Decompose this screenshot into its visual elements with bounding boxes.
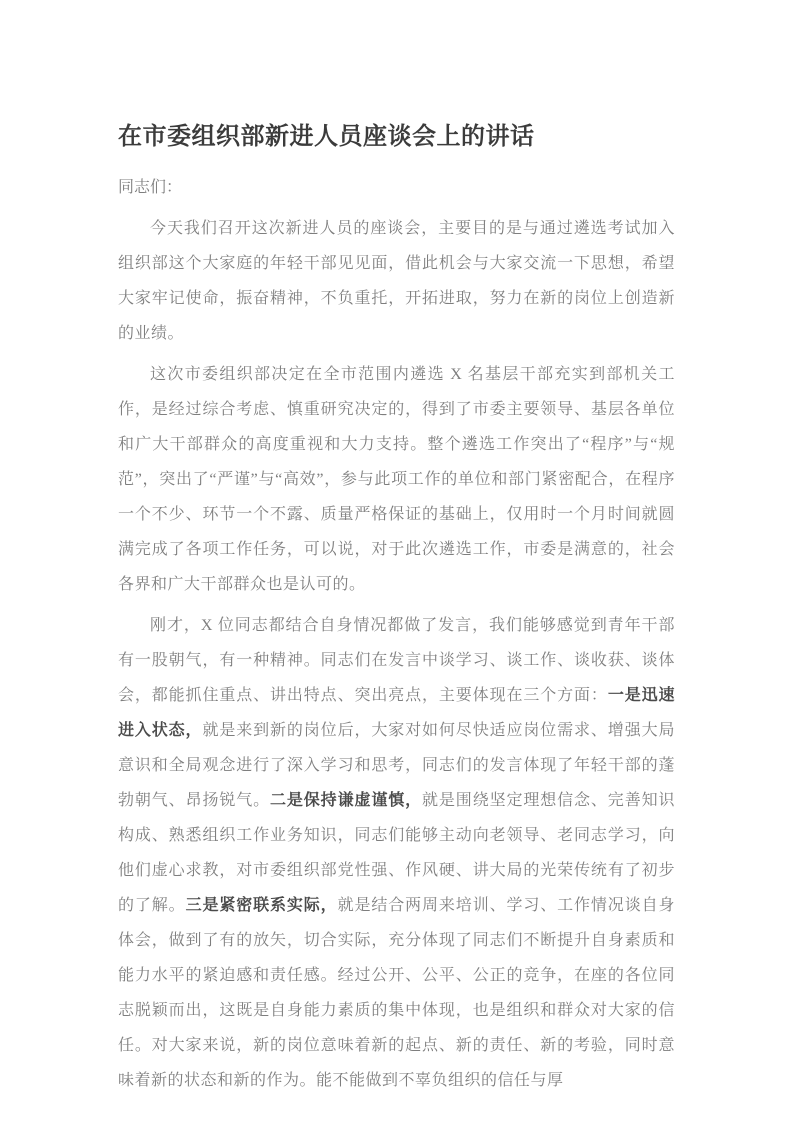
paragraph bbox=[118, 608, 675, 1098]
document-content bbox=[118, 120, 675, 1104]
text-run: 就是结合两周来培训、学习、工作情况谈自身体会，做到了有的放矢，切合实际，充分体现了同志们不断提升自身素质和能力水平的紧迫感和责任感。经过公开、公平、公正的竞争，在座的各位同志脱颖而出，这既是自身能力素质的集中体现，也是组织和群众对大家的信任。对大家来说，新的岗位意味着新的起点、新的责任、新的考验，同时意味着新的状态和新的作为。能不能做到不辜负组织的信任与厚 bbox=[118, 897, 675, 1089]
text-run: 就是围绕坚定理想信念、完善知识构成、熟悉组织工作业务知识，同志们能够主动向老领导、老同志学习，向他们虚心求教，对市委组织部党性强、作风硬、讲大局的光荣传统有了初步的了解。 bbox=[118, 792, 675, 914]
text-run: 这次市委组织部决定在全市范围内遴选 X 名基层干部充实到部机关工作，是经过综合考虑、慎重研究决定的，得到了市委主要领导、基层各单位和广大干部群众的高度重视和大力支持。整个遴选工作突出了“程序”与“规范”，突出了“严谨”与“高效”，参与此项工作的单位和部门紧密配合，在程序一个不少、环节一个不露、质量严格保证的基础上，仅用时一个月时间就圆满完成了各项工作任务，可以说，对于此次遴选工作，市委是满意的，社会各界和广大干部群众也是认可的。 bbox=[118, 366, 675, 593]
salutation: 同志们： bbox=[118, 179, 183, 196]
document-title: 在市委组织部新进人员座谈会上的讲话 bbox=[118, 123, 535, 150]
document-body bbox=[118, 211, 675, 1098]
emphasis-run: 三是紧密联系实际， bbox=[185, 897, 338, 914]
emphasis-run: 二是保持谦虚谨慎， bbox=[270, 792, 423, 809]
paragraph bbox=[118, 211, 675, 351]
text-run: 刚才，X 位同志都结合自身情况都做了发言，我们能够感觉到青年干部有一股朝气，有一种精神。同志们在发言中谈学习、谈工作、谈收获、谈体会，都能抓住重点、讲出特点、突出亮点，主要体现在三个方面： bbox=[118, 617, 675, 704]
emphasis-run: 一是迅速进入状态， bbox=[118, 687, 675, 739]
text-run: 今天我们召开这次新进人员的座谈会，主要目的是与通过遴选考试加入组织部这个大家庭的年轻干部见见面，借此机会与大家交流一下思想，希望大家牢记使命，振奋精神，不负重托，开拓进取，努力在新的岗位上创造新的业绩。 bbox=[118, 220, 675, 342]
paragraph bbox=[118, 357, 675, 602]
text-run: 就是来到新的岗位后，大家对如何尽快适应岗位需求、增强大局意识和全局观念进行了深入学习和思考，同志们的发言体现了年轻干部的蓬勃朝气、昂扬锐气。 bbox=[118, 722, 675, 809]
